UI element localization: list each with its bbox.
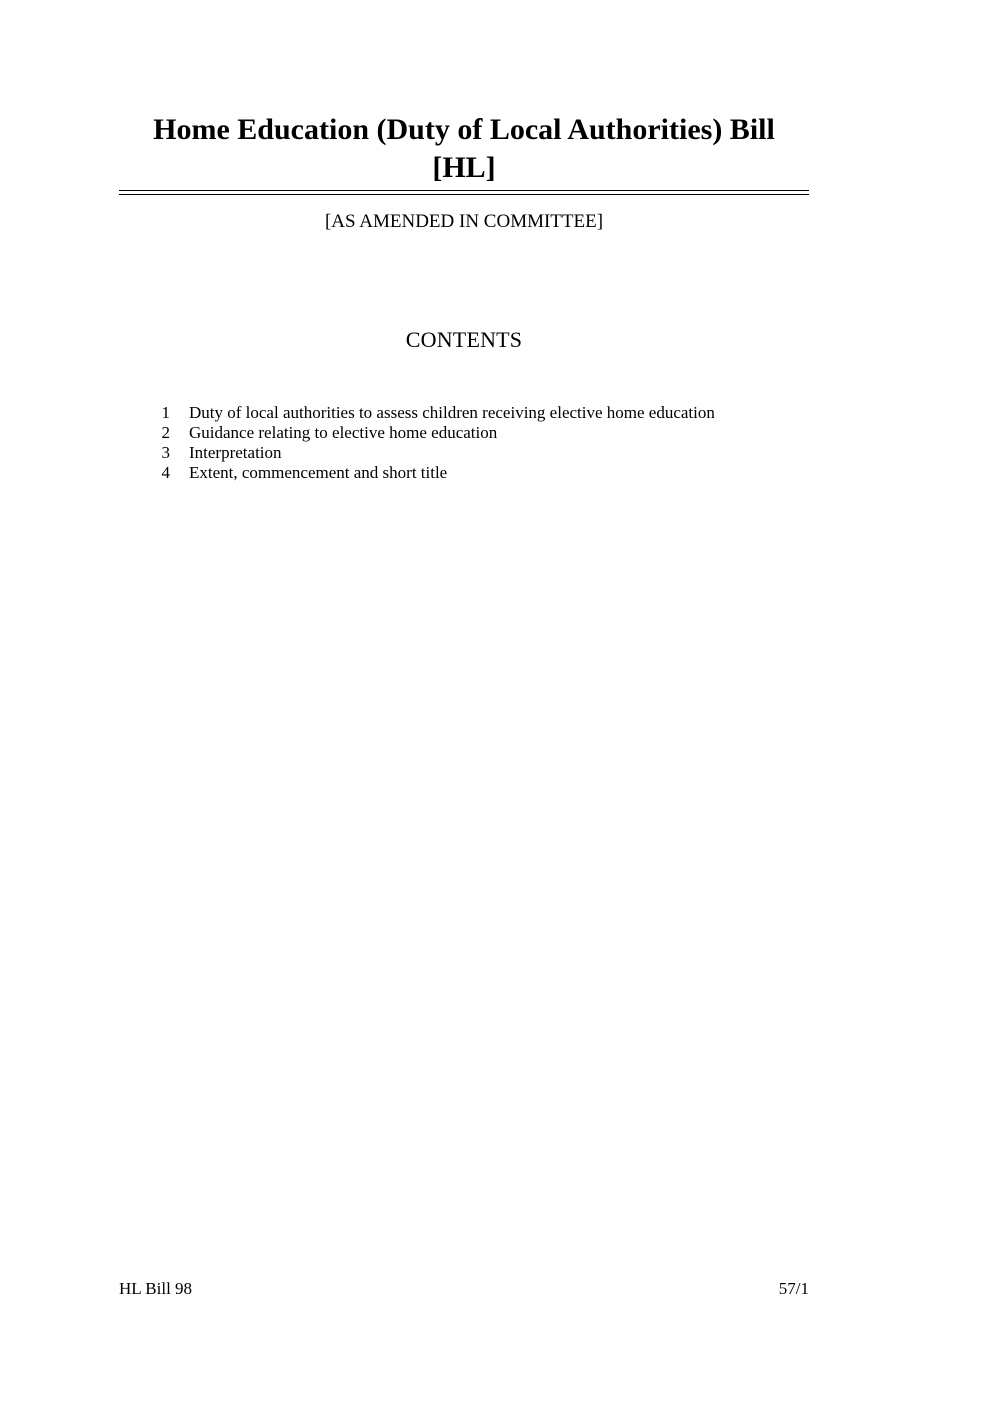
contents-item-number: 2 bbox=[161, 423, 170, 442]
title-divider-lower bbox=[119, 194, 809, 195]
contents-item-number: 1 bbox=[161, 403, 170, 422]
contents-item-label: Guidance relating to elective home education bbox=[189, 423, 498, 442]
amendment-status: [AS AMENDED IN COMMITTEE] bbox=[324, 211, 604, 232]
page-title: Home Education (Duty of Local Authorities) Bill [HL] bbox=[153, 113, 775, 184]
contents-item bbox=[150, 443, 830, 463]
contents-list bbox=[150, 403, 830, 483]
print-number: 57/1 bbox=[778, 1279, 809, 1298]
contents-item-label: Extent, commencement and short title bbox=[189, 463, 448, 482]
title-divider-upper bbox=[119, 190, 809, 191]
contents-item bbox=[150, 463, 830, 483]
contents-item bbox=[150, 403, 830, 423]
contents-item-label: Duty of local authorities to assess children receiving elective home education bbox=[189, 403, 715, 422]
contents-item-label: Interpretation bbox=[189, 443, 282, 462]
bill-reference: HL Bill 98 bbox=[119, 1279, 193, 1298]
contents-item-number: 3 bbox=[161, 443, 170, 462]
contents-item-number: 4 bbox=[161, 463, 170, 482]
contents-heading: CONTENTS bbox=[405, 327, 523, 352]
contents-item bbox=[150, 423, 830, 443]
